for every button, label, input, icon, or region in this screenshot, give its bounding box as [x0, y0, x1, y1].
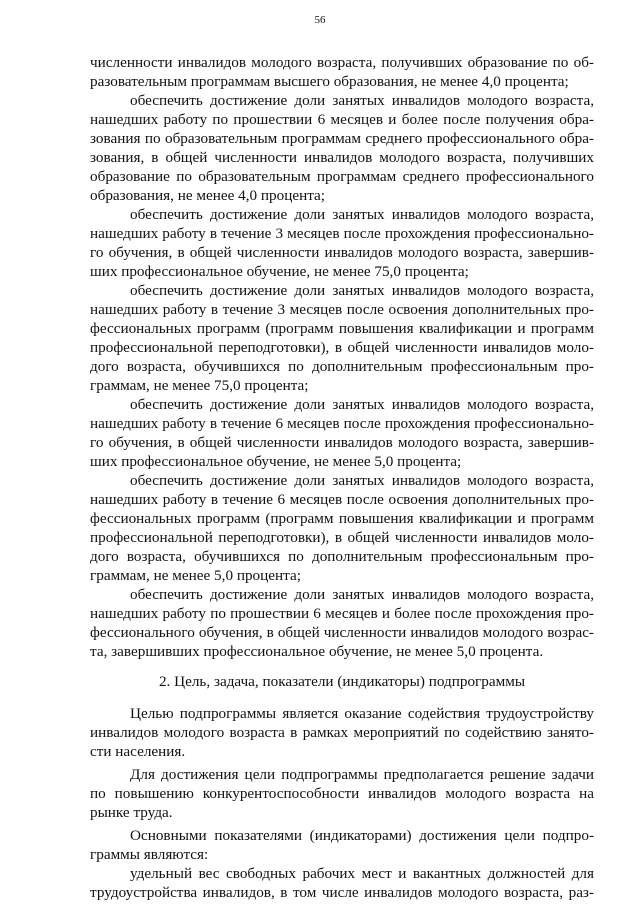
- text-line: обеспечить достижение доли занятых инвалидов молодого возраста,: [130, 206, 594, 223]
- text-line: фессионального обучения, в общей численности инвалидов молодого возрас-: [90, 624, 594, 641]
- text-line: образования, не менее 4,0 процента;: [90, 187, 326, 204]
- page-number: 56: [314, 14, 326, 26]
- text-line: нашедших работу по прошествии 6 месяцев и более после получения обра-: [90, 111, 594, 128]
- text-line: обеспечить достижение доли занятых инвалидов молодого возраста,: [130, 396, 594, 413]
- text-line: фессиональных программ (программ повышения квалификации и программ: [90, 510, 594, 527]
- text-line: профессиональной переподготовки), в общей численности инвалидов моло-: [90, 529, 594, 546]
- text-line: трудоустройства инвалидов, в том числе инвалидов молодого возраста, раз-: [90, 884, 594, 901]
- text-line: обеспечить достижение доли занятых инвалидов молодого возраста,: [130, 472, 594, 489]
- section-heading: 2. Цель, задача, показатели (индикаторы) подпрограммы: [158, 673, 526, 690]
- text-line: рынке труда.: [90, 804, 173, 821]
- text-line: обеспечить достижение доли занятых инвалидов молодого возраста,: [130, 92, 594, 109]
- text-line: зования по образовательным программам среднего профессионального обра-: [90, 130, 594, 147]
- text-line: ших профессиональное обучение, не менее 75,0 процента;: [90, 263, 469, 280]
- text-line: нашедших работу в течение 6 месяцев после освоения дополнительных про-: [90, 491, 594, 508]
- text-line: нашедших работу по прошествии 6 месяцев и более после прохождения про-: [90, 605, 594, 622]
- text-line: ших профессиональное обучение, не менее 5,0 процента;: [90, 453, 462, 470]
- text-line: нашедших работу в течение 3 месяцев после освоения дополнительных про-: [90, 301, 594, 318]
- text-line: нашедших работу в течение 6 месяцев после прохождения профессионально-: [90, 415, 594, 432]
- text-line: Для достижения цели подпрограммы предполагается решение задачи: [130, 766, 594, 783]
- text-line: профессиональной переподготовки), в общей численности инвалидов моло-: [90, 339, 594, 356]
- text-line: та, завершивших профессиональное обучение, не менее 5,0 процента.: [90, 643, 544, 660]
- text-line: по повышению конкурентоспособности инвалидов молодого возраста на: [90, 785, 594, 802]
- text-line: сти населения.: [90, 743, 186, 760]
- text-line: обеспечить достижение доли занятых инвалидов молодого возраста,: [130, 282, 594, 299]
- text-line: дого возраста, обучившихся по дополнительным профессиональным про-: [90, 548, 594, 565]
- text-line: граммы являются:: [90, 846, 209, 863]
- text-line: образование по образовательным программам среднего профессионального: [90, 168, 594, 185]
- text-line: обеспечить достижение доли занятых инвалидов молодого возраста,: [130, 586, 594, 603]
- text-line: дого возраста, обучившихся по дополнительным профессиональным про-: [90, 358, 594, 375]
- text-line: Основными показателями (индикаторами) достижения цели подпро-: [130, 827, 594, 844]
- text-line: удельный вес свободных рабочих мест и вакантных должностей для: [130, 865, 594, 882]
- text-line: фессиональных программ (программ повышения квалификации и программ: [90, 320, 594, 337]
- text-line: Целью подпрограммы является оказание содействия трудоустройству: [130, 705, 594, 722]
- text-line: численности инвалидов молодого возраста, получивших образование по об-: [90, 54, 594, 71]
- text-line: разовательным программам высшего образования, не менее 4,0 процента;: [90, 73, 569, 90]
- text-line: граммам, не менее 75,0 процента;: [90, 377, 309, 394]
- text-line: го обучения, в общей численности инвалидов молодого возраста, завершив-: [90, 434, 594, 451]
- text-line: зования, в общей численности инвалидов молодого возраста, получивших: [90, 149, 594, 166]
- text-line: нашедших работу в течение 3 месяцев после прохождения профессионально-: [90, 225, 594, 242]
- text-line: инвалидов молодого возраста в рамках мероприятий по содействию занято-: [90, 724, 594, 741]
- text-line: го обучения, в общей численности инвалидов молодого возраста, завершив-: [90, 244, 594, 261]
- text-line: граммам, не менее 5,0 процента;: [90, 567, 301, 584]
